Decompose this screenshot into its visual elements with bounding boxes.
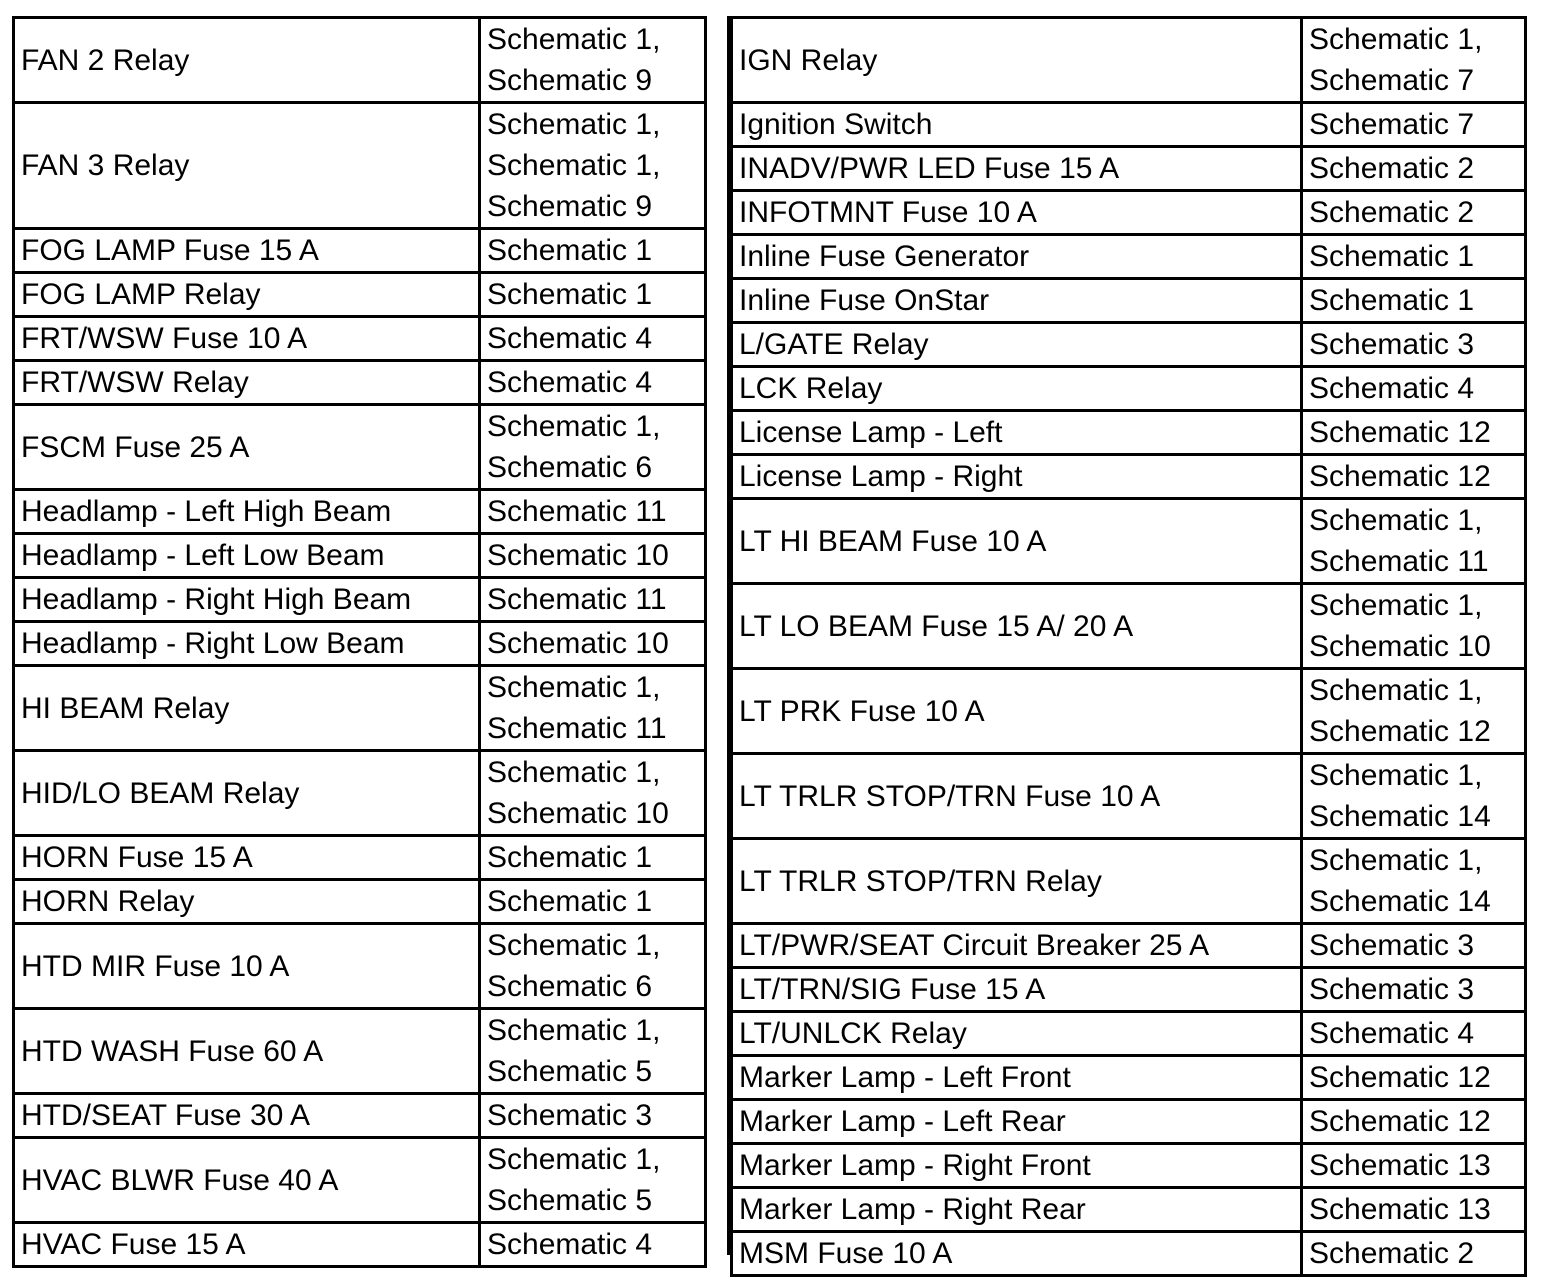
component-name: LT PRK Fuse 10 A	[732, 669, 1302, 754]
schematic-references	[480, 405, 706, 490]
table-row	[732, 499, 1526, 584]
schematic-references	[480, 880, 706, 924]
schematic-reference: Schematic 13	[1309, 1149, 1491, 1182]
component-name: FOG LAMP Fuse 15 A	[14, 229, 480, 273]
schematic-references	[1302, 1056, 1526, 1100]
schematic-reference: Schematic 1,	[487, 756, 661, 789]
schematic-references	[1302, 279, 1526, 323]
component-table-left	[12, 16, 707, 1268]
schematic-references	[1302, 323, 1526, 367]
schematic-reference: Schematic 1	[487, 885, 653, 918]
table-row	[14, 490, 706, 534]
component-name: Headlamp - Left Low Beam	[14, 534, 480, 578]
table-row	[732, 367, 1526, 411]
table-row	[732, 1232, 1526, 1276]
schematic-reference: Schematic 3	[1309, 929, 1475, 962]
schematic-reference: Schematic 1	[1309, 240, 1475, 273]
schematic-reference: Schematic 1,	[487, 23, 661, 56]
schematic-reference: Schematic 10	[1309, 630, 1491, 663]
schematic-references	[480, 103, 706, 229]
schematic-reference: Schematic 10	[487, 539, 669, 572]
schematic-references	[1302, 411, 1526, 455]
schematic-reference: Schematic 11	[1309, 545, 1489, 578]
schematic-reference: Schematic 1,	[1309, 844, 1483, 877]
component-name: L/GATE Relay	[732, 323, 1302, 367]
component-name: LCK Relay	[732, 367, 1302, 411]
table-row	[732, 1188, 1526, 1232]
component-name: HTD MIR Fuse 10 A	[14, 924, 480, 1009]
component-name: Inline Fuse Generator	[732, 235, 1302, 279]
table-row	[732, 1012, 1526, 1056]
schematic-references	[480, 490, 706, 534]
schematic-reference: Schematic 1,	[1309, 504, 1483, 537]
component-name: Ignition Switch	[732, 103, 1302, 147]
schematic-reference: Schematic 2	[1309, 152, 1475, 185]
component-name: IGN Relay	[732, 18, 1302, 103]
schematic-reference: Schematic 10	[487, 797, 669, 830]
component-name: FAN 2 Relay	[14, 18, 480, 103]
component-name: MSM Fuse 10 A	[732, 1232, 1302, 1276]
table-row	[14, 361, 706, 405]
table-row	[14, 317, 706, 361]
schematic-reference: Schematic 3	[1309, 328, 1475, 361]
table-row	[14, 622, 706, 666]
schematic-references	[480, 924, 706, 1009]
table-row	[732, 147, 1526, 191]
table-row	[732, 1100, 1526, 1144]
schematic-references	[1302, 584, 1526, 669]
table-row	[14, 578, 706, 622]
component-name: HVAC Fuse 15 A	[14, 1223, 480, 1267]
schematic-references	[1302, 1144, 1526, 1188]
component-name: LT/UNLCK Relay	[732, 1012, 1302, 1056]
table-row	[732, 1144, 1526, 1188]
table-row	[14, 1009, 706, 1094]
schematic-reference: Schematic 11	[487, 495, 667, 528]
schematic-references	[1302, 1100, 1526, 1144]
schematic-references	[1302, 754, 1526, 839]
table-row	[14, 1094, 706, 1138]
schematic-references	[1302, 103, 1526, 147]
component-name: Marker Lamp - Right Front	[732, 1144, 1302, 1188]
component-table-left-body	[14, 18, 706, 1267]
schematic-references	[1302, 1188, 1526, 1232]
component-name: HORN Relay	[14, 880, 480, 924]
schematic-reference: Schematic 1,	[1309, 759, 1483, 792]
schematic-reference: Schematic 11	[487, 583, 667, 616]
schematic-reference: Schematic 1,	[1309, 674, 1483, 707]
schematic-references	[1302, 839, 1526, 924]
schematic-references	[1302, 455, 1526, 499]
schematic-reference: Schematic 1,	[1309, 23, 1483, 56]
component-name: FAN 3 Relay	[14, 103, 480, 229]
table-row	[14, 924, 706, 1009]
schematic-references	[480, 1138, 706, 1223]
schematic-reference: Schematic 11	[487, 712, 667, 745]
table-row	[732, 279, 1526, 323]
schematic-references	[1302, 499, 1526, 584]
table-row	[732, 924, 1526, 968]
component-name: LT/PWR/SEAT Circuit Breaker 25 A	[732, 924, 1302, 968]
component-name: License Lamp - Left	[732, 411, 1302, 455]
table-row	[732, 669, 1526, 754]
component-name: Marker Lamp - Right Rear	[732, 1188, 1302, 1232]
schematic-reference: Schematic 4	[487, 366, 653, 399]
schematic-references	[480, 578, 706, 622]
schematic-references	[1302, 18, 1526, 103]
schematic-references	[480, 18, 706, 103]
schematic-reference: Schematic 1	[487, 278, 653, 311]
component-table-right	[730, 16, 1527, 1277]
column-divider	[704, 16, 730, 1255]
schematic-reference: Schematic 7	[1309, 108, 1475, 141]
schematic-references	[480, 229, 706, 273]
schematic-references	[1302, 669, 1526, 754]
schematic-references	[1302, 924, 1526, 968]
component-name: Inline Fuse OnStar	[732, 279, 1302, 323]
schematic-reference: Schematic 1	[487, 841, 653, 874]
component-name: LT/TRN/SIG Fuse 15 A	[732, 968, 1302, 1012]
schematic-reference: Schematic 12	[1309, 416, 1491, 449]
schematic-references	[480, 1223, 706, 1267]
schematic-reference: Schematic 10	[487, 627, 669, 660]
schematic-references	[480, 534, 706, 578]
component-name: FOG LAMP Relay	[14, 273, 480, 317]
component-name: HTD WASH Fuse 60 A	[14, 1009, 480, 1094]
schematic-references	[480, 836, 706, 880]
schematic-reference: Schematic 1,	[487, 410, 661, 443]
table-row	[732, 103, 1526, 147]
table-row	[732, 839, 1526, 924]
schematic-reference: Schematic 1,	[487, 1143, 661, 1176]
schematic-references	[1302, 367, 1526, 411]
table-row	[732, 18, 1526, 103]
component-name: HORN Fuse 15 A	[14, 836, 480, 880]
table-row	[14, 534, 706, 578]
schematic-reference: Schematic 1,	[487, 929, 661, 962]
schematic-references	[480, 666, 706, 751]
schematic-reference: Schematic 4	[1309, 1017, 1475, 1050]
component-name: LT HI BEAM Fuse 10 A	[732, 499, 1302, 584]
schematic-references	[1302, 1232, 1526, 1276]
table-row	[14, 1223, 706, 1267]
schematic-reference: Schematic 1,	[1309, 589, 1483, 622]
schematic-reference: Schematic 6	[487, 451, 653, 484]
schematic-references	[480, 1094, 706, 1138]
table-row	[732, 191, 1526, 235]
table-row	[14, 1138, 706, 1223]
component-name: INFOTMNT Fuse 10 A	[732, 191, 1302, 235]
table-row	[14, 836, 706, 880]
schematic-reference: Schematic 2	[1309, 196, 1475, 229]
schematic-reference: Schematic 4	[487, 1228, 653, 1261]
schematic-reference: Schematic 1	[1309, 284, 1475, 317]
schematic-reference: Schematic 1,	[487, 108, 661, 141]
table-row	[732, 235, 1526, 279]
component-name: Marker Lamp - Left Rear	[732, 1100, 1302, 1144]
schematic-reference: Schematic 5	[487, 1055, 653, 1088]
component-name: FRT/WSW Fuse 10 A	[14, 317, 480, 361]
table-row	[14, 103, 706, 229]
schematic-references	[1302, 235, 1526, 279]
component-table-right-body	[732, 18, 1526, 1276]
schematic-reference: Schematic 1,	[487, 671, 661, 704]
component-name: LT TRLR STOP/TRN Fuse 10 A	[732, 754, 1302, 839]
schematic-reference: Schematic 5	[487, 1184, 653, 1217]
table-row	[732, 584, 1526, 669]
table-row	[732, 323, 1526, 367]
component-name: Headlamp - Right Low Beam	[14, 622, 480, 666]
table-row	[14, 405, 706, 490]
schematic-references	[1302, 191, 1526, 235]
schematic-references	[480, 751, 706, 836]
component-name: Marker Lamp - Left Front	[732, 1056, 1302, 1100]
schematic-references	[480, 622, 706, 666]
schematic-reference: Schematic 1,	[487, 149, 661, 182]
component-name: HID/LO BEAM Relay	[14, 751, 480, 836]
schematic-reference: Schematic 4	[487, 322, 653, 355]
component-name: HTD/SEAT Fuse 30 A	[14, 1094, 480, 1138]
schematic-reference: Schematic 14	[1309, 800, 1491, 833]
schematic-reference: Schematic 12	[1309, 460, 1491, 493]
schematic-reference: Schematic 2	[1309, 1237, 1475, 1270]
schematic-references	[480, 273, 706, 317]
schematic-reference: Schematic 3	[1309, 973, 1475, 1006]
component-name: FRT/WSW Relay	[14, 361, 480, 405]
component-name: Headlamp - Left High Beam	[14, 490, 480, 534]
table-row	[732, 968, 1526, 1012]
schematic-reference: Schematic 9	[487, 190, 653, 223]
schematic-references	[480, 1009, 706, 1094]
table-row	[14, 18, 706, 103]
table-row	[732, 455, 1526, 499]
schematic-reference: Schematic 4	[1309, 372, 1475, 405]
table-row	[14, 666, 706, 751]
schematic-reference: Schematic 14	[1309, 885, 1491, 918]
schematic-reference: Schematic 9	[487, 64, 653, 97]
table-row	[732, 1056, 1526, 1100]
schematic-references	[1302, 147, 1526, 191]
table-row	[14, 273, 706, 317]
schematic-references	[480, 361, 706, 405]
table-row	[732, 754, 1526, 839]
table-row	[14, 229, 706, 273]
component-name: INADV/PWR LED Fuse 15 A	[732, 147, 1302, 191]
schematic-references	[1302, 968, 1526, 1012]
schematic-references	[1302, 1012, 1526, 1056]
component-name: Headlamp - Right High Beam	[14, 578, 480, 622]
schematic-reference: Schematic 7	[1309, 64, 1475, 97]
table-row	[732, 411, 1526, 455]
schematic-reference: Schematic 12	[1309, 1105, 1491, 1138]
schematic-reference: Schematic 1	[487, 234, 653, 267]
schematic-references	[480, 317, 706, 361]
component-name: License Lamp - Right	[732, 455, 1302, 499]
schematic-reference: Schematic 1,	[487, 1014, 661, 1047]
schematic-reference: Schematic 12	[1309, 715, 1491, 748]
table-row	[14, 880, 706, 924]
component-name: LT LO BEAM Fuse 15 A/ 20 A	[732, 584, 1302, 669]
schematic-reference: Schematic 6	[487, 970, 653, 1003]
component-name: FSCM Fuse 25 A	[14, 405, 480, 490]
schematic-reference: Schematic 12	[1309, 1061, 1491, 1094]
table-row	[14, 751, 706, 836]
component-name: LT TRLR STOP/TRN Relay	[732, 839, 1302, 924]
component-name: HVAC BLWR Fuse 40 A	[14, 1138, 480, 1223]
schematic-reference: Schematic 13	[1309, 1193, 1491, 1226]
component-name: HI BEAM Relay	[14, 666, 480, 751]
schematic-reference: Schematic 3	[487, 1099, 653, 1132]
